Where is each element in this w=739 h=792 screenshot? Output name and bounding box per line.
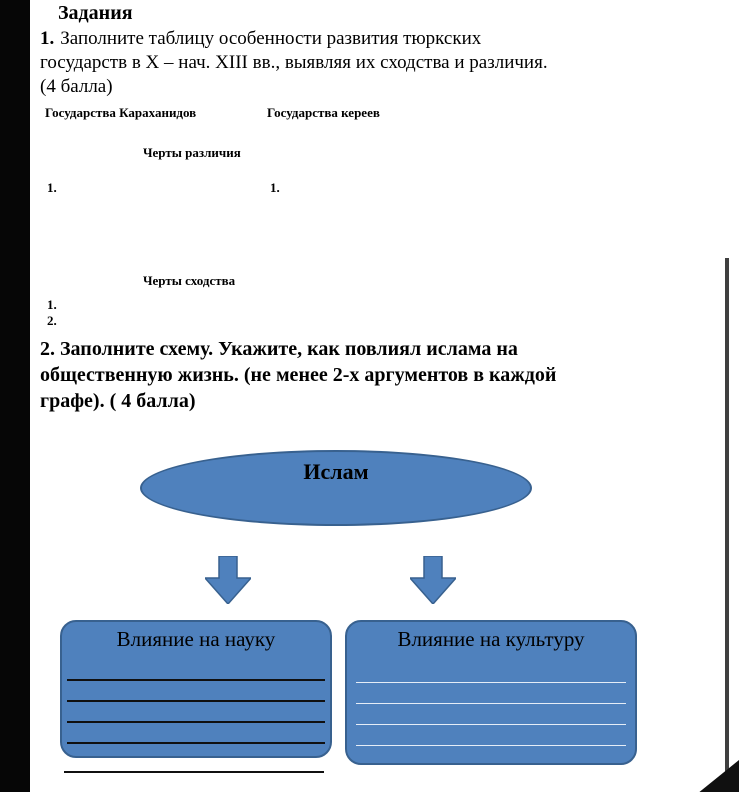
task1-line-2: государств в X – нач. XIII вв., выявляя их сходства и различия. bbox=[40, 52, 548, 73]
task2-paragraph bbox=[40, 336, 556, 414]
influence-culture-box bbox=[345, 620, 637, 765]
task2-line-2: общественную жизнь. (не менее 2-х аргументов в каждой bbox=[40, 364, 557, 386]
page-edge-shadow bbox=[0, 0, 30, 792]
task1-line-3: (4 балла) bbox=[40, 76, 113, 97]
similarity-item-2: 2. bbox=[47, 313, 57, 328]
task1-line-1-text: Заполните таблицу особенности развития тюркских bbox=[60, 28, 482, 49]
page-title: Задания bbox=[58, 2, 133, 24]
similarity-item-1: 1. bbox=[47, 297, 57, 312]
table-header-karakhanids: Государства Караханидов bbox=[45, 105, 197, 120]
fill-in-line bbox=[356, 724, 626, 725]
fill-in-line bbox=[67, 679, 325, 681]
down-arrow-right-connector bbox=[410, 556, 456, 604]
fill-in-line bbox=[67, 721, 325, 723]
influence-science-title: Влияние на науку bbox=[116, 627, 276, 651]
fill-in-line bbox=[356, 703, 626, 704]
fill-in-line bbox=[67, 742, 325, 744]
task1-line-1 bbox=[40, 27, 548, 51]
fill-in-line bbox=[356, 682, 626, 683]
task2-line-3: графе). ( 4 балла) bbox=[40, 390, 196, 412]
down-arrow-left-connector bbox=[205, 556, 251, 604]
diagram-root-label: Ислам bbox=[303, 459, 369, 484]
scrollbar[interactable] bbox=[725, 258, 729, 792]
task1-paragraph bbox=[40, 27, 548, 99]
fill-in-line bbox=[356, 745, 626, 746]
task1-number: 1. bbox=[40, 28, 55, 49]
difference-item-left: 1. bbox=[47, 180, 57, 195]
difference-item-right: 1. bbox=[270, 180, 280, 195]
influence-culture-title: Влияние на культуру bbox=[397, 627, 585, 651]
task2-line-1: 2. Заполните схему. Укажите, как повлиял ислама на bbox=[40, 338, 518, 360]
fill-in-line bbox=[67, 700, 325, 702]
page-corner-shadow bbox=[695, 760, 739, 792]
differences-title: Черты различия bbox=[143, 145, 241, 160]
diagram-root-ellipse bbox=[140, 450, 532, 526]
influence-science-box bbox=[60, 620, 332, 758]
table-header-kereys: Государства кереев bbox=[267, 105, 380, 120]
fill-in-line bbox=[64, 771, 324, 773]
similarities-title: Черты сходства bbox=[143, 273, 236, 288]
